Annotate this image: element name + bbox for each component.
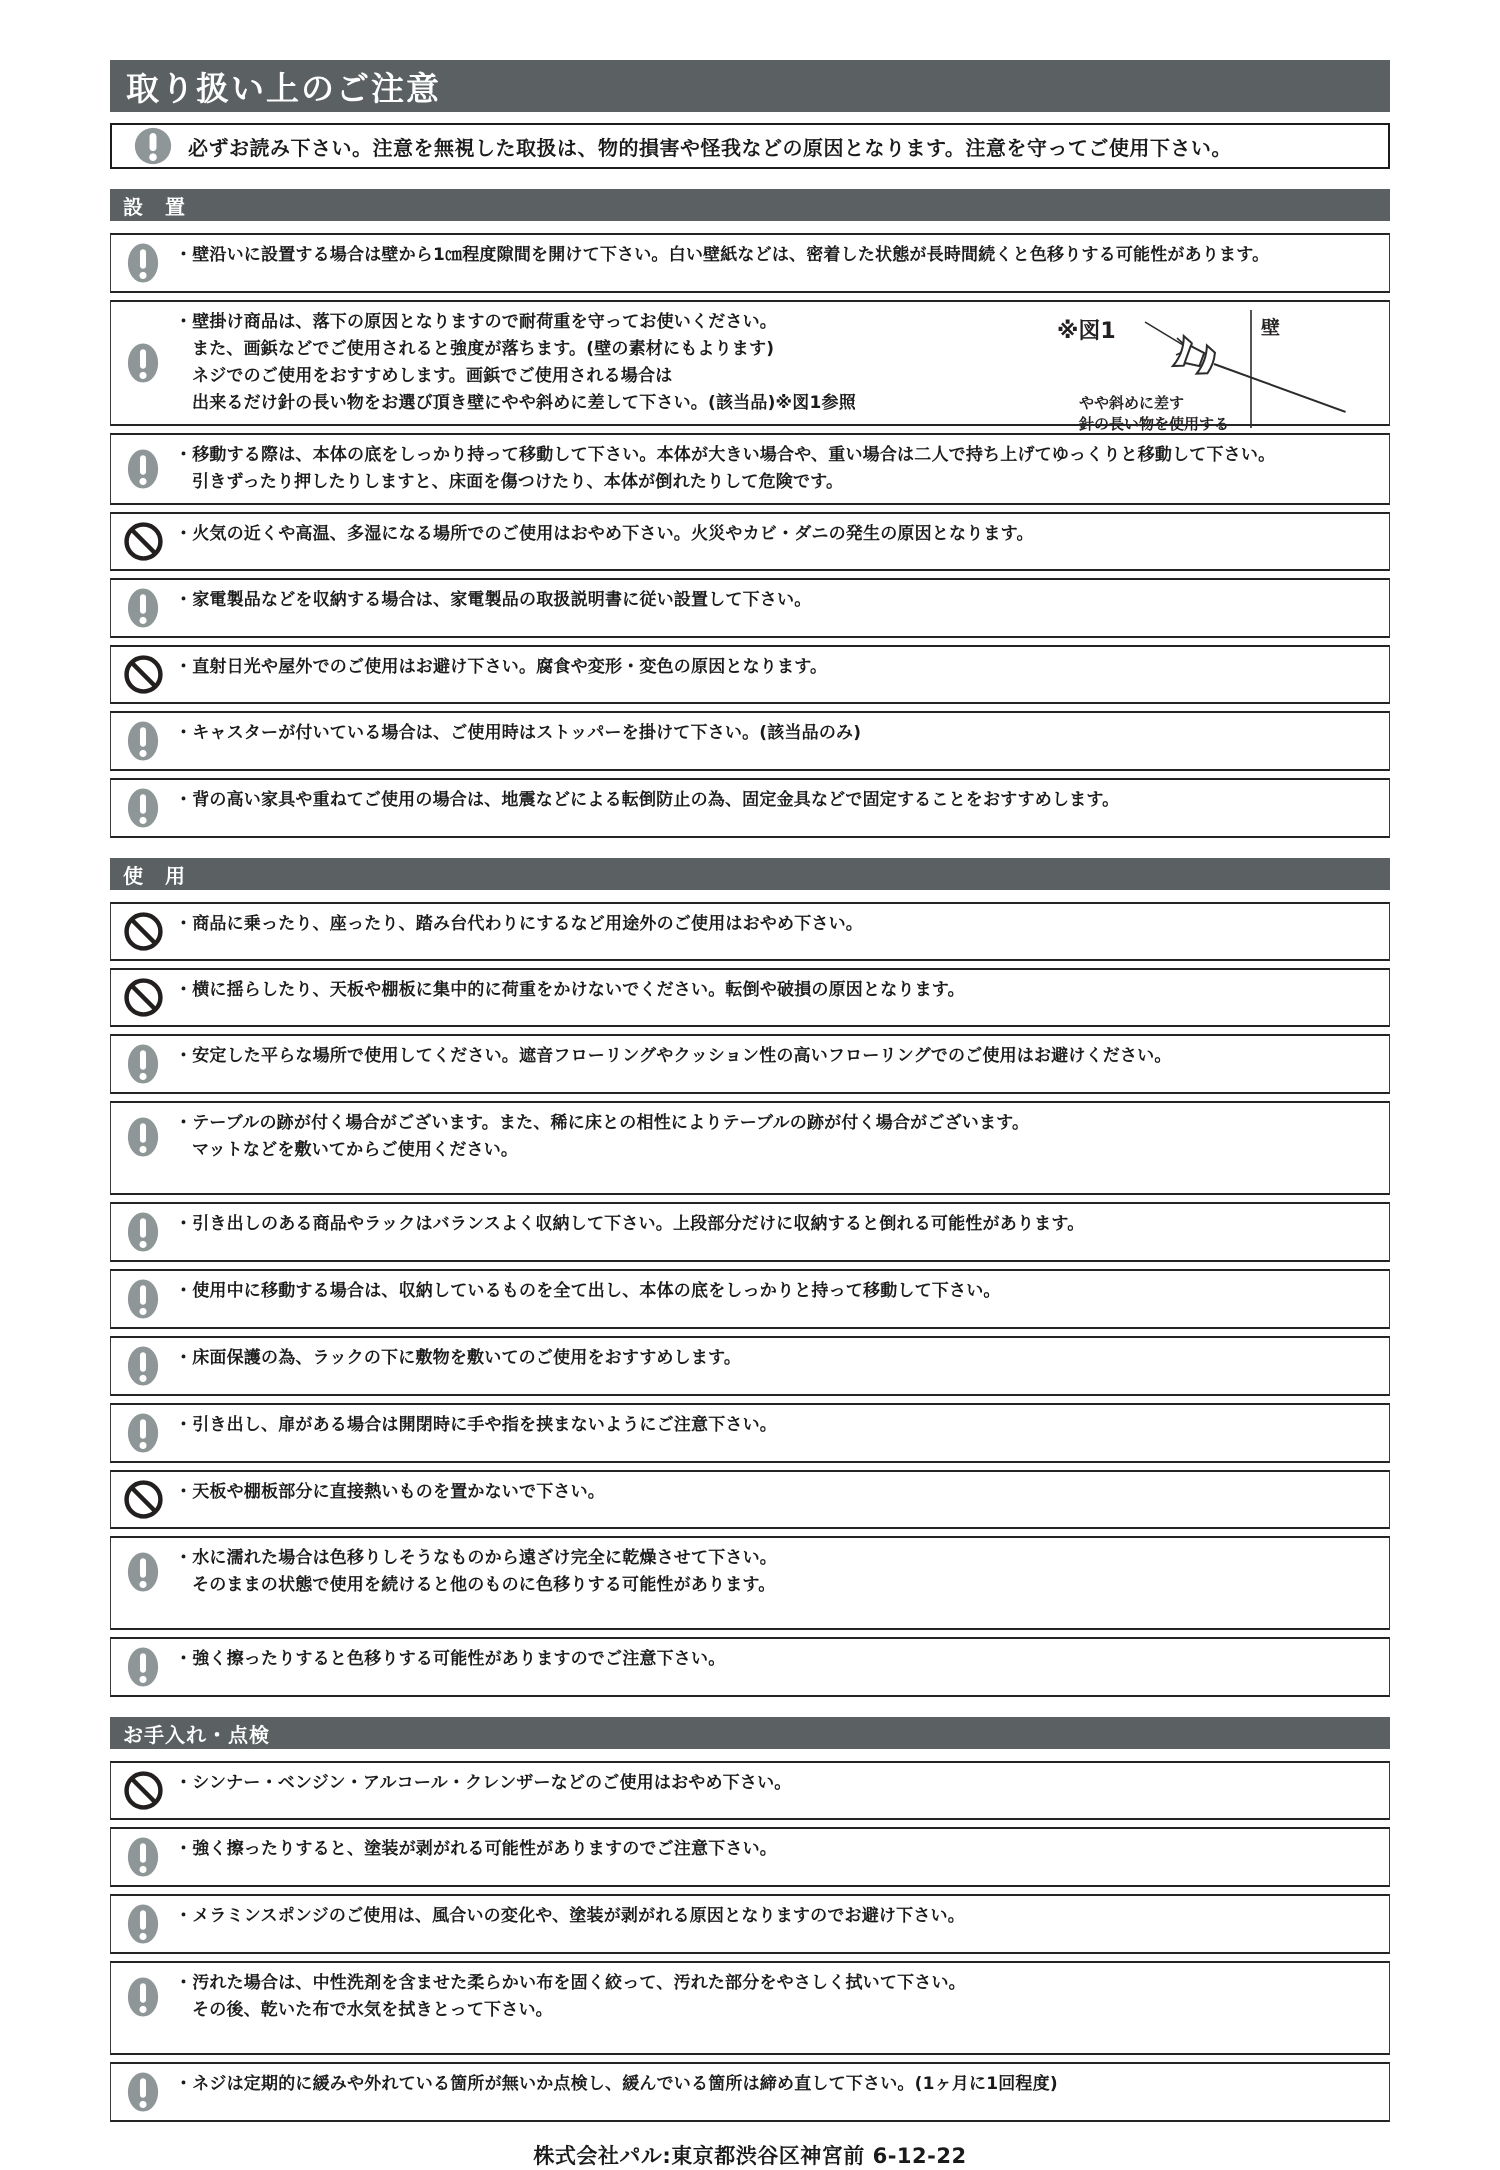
section-rows xyxy=(110,902,1390,1697)
warning-row xyxy=(110,512,1390,571)
row-text xyxy=(175,1278,1373,1305)
caution-icon-cell xyxy=(111,1211,175,1253)
row-text xyxy=(175,242,1373,269)
caution-icon-cell xyxy=(111,1412,175,1454)
prohibition-icon-cell xyxy=(111,977,175,1018)
warning-row xyxy=(110,1034,1390,1094)
row-text xyxy=(175,1043,1373,1070)
text-line: ・床面保護の為、ラックの下に敷物を敷いてのご使用をおすすめします。 xyxy=(175,1348,742,1368)
text-line: ・引き出しのある商品やラックはバランスよく収納して下さい。上段部分だけに収納すると倒れる可能性があります。 xyxy=(175,1214,1085,1234)
warning-row xyxy=(110,1403,1390,1463)
sections xyxy=(110,189,1390,2122)
caution-icon xyxy=(134,127,172,165)
warning-row xyxy=(110,968,1390,1027)
warning-row xyxy=(110,1536,1390,1630)
warning-row xyxy=(110,1336,1390,1396)
text-line: ・シンナー・ベンジン・アルコール・クレンザーなどのご使用はおやめ下さい。 xyxy=(175,1773,792,1793)
warning-row xyxy=(110,1269,1390,1329)
caution-icon xyxy=(127,1116,159,1158)
text-line: ・壁掛け商品は、落下の原因となりますので耐荷重を守ってお使いください。 xyxy=(175,312,777,332)
row-text xyxy=(175,1836,1373,1863)
warning-row xyxy=(110,1894,1390,1954)
text-line: ・テーブルの跡が付く場合がございます。また、稀に床との相性によりテーブルの跡が付く場合がございます。 xyxy=(175,1113,1030,1133)
text-line: ・移動する際は、本体の底をしっかり持って移動して下さい。本体が大きい場合や、重い場合は二人で持ち上げてゆっくりと移動して下さい。 xyxy=(175,445,1276,465)
text-line: ・キャスターが付いている場合は、ご使用時はストッパーを掛けて下さい。(該当品のみ) xyxy=(175,723,862,743)
warning-row xyxy=(110,233,1390,293)
caution-icon xyxy=(127,1412,159,1454)
caution-icon-cell xyxy=(111,1043,175,1085)
text-line: ・水に濡れた場合は色移りしそうなものから遠ざけ完全に乾燥させて下さい。 xyxy=(175,1548,777,1568)
text-line: ・安定した平らな場所で使用してください。遮音フローリングやクッション性の高いフローリングでのご使用はお避けください。 xyxy=(175,1046,1172,1066)
caution-icon xyxy=(127,1551,159,1593)
row-text xyxy=(175,587,1373,614)
caution-icon-cell xyxy=(111,1646,175,1688)
text-line: 出来るだけ針の長い物をお選び頂き壁にやや斜めに差して下さい。(該当品)※図1参照 xyxy=(192,393,856,413)
row-text xyxy=(175,1903,1373,1930)
caution-icon xyxy=(127,242,159,284)
caution-icon xyxy=(127,587,159,629)
notice-text: 必ずお読み下さい。注意を無視した取扱は、物的損害や怪我などの原因となります。注意を守ってご使用下さい。 xyxy=(188,135,1232,160)
section-header-1 xyxy=(110,858,1390,890)
wall-label: 壁 xyxy=(1261,317,1281,339)
text-line: ・強く擦ったりすると、塗装が剥がれる可能性がありますのでご注意下さい。 xyxy=(175,1839,777,1859)
caution-icon-cell xyxy=(111,787,175,829)
figure-pushpin xyxy=(1051,304,1381,432)
footer-address: 株式会社パル:東京都渋谷区神宮前 6-12-22 xyxy=(533,2144,967,2168)
warning-row xyxy=(110,778,1390,838)
text-line: その後、乾いた布で水気を拭きとって下さい。 xyxy=(192,2000,553,2020)
warning-row xyxy=(110,1827,1390,1887)
caution-icon-cell xyxy=(111,242,175,284)
caution-icon-cell xyxy=(111,1116,175,1158)
page-title: 取り扱い上のご注意 xyxy=(126,68,441,108)
notice-box xyxy=(110,123,1390,169)
row-text xyxy=(175,787,1373,814)
pushpin xyxy=(1173,336,1351,427)
row-text xyxy=(175,2071,1373,2098)
caution-icon xyxy=(127,448,159,490)
row-text xyxy=(175,1770,1373,1797)
row-text xyxy=(175,720,1373,747)
section-header-0 xyxy=(110,189,1390,221)
text-line: ・メラミンスポンジのご使用は、風合いの変化や、塗装が剥がれる原因となりますのでお避け下さい。 xyxy=(175,1906,965,1926)
text-line: ・家電製品などを収納する場合は、家電製品の取扱説明書に従い設置して下さい。 xyxy=(175,590,812,610)
row-text xyxy=(175,1211,1373,1238)
caution-icon xyxy=(127,787,159,829)
caution-icon xyxy=(127,1903,159,1945)
text-line: ・火気の近くや高温、多湿になる場所でのご使用はおやめ下さい。火災やカビ・ダニの発生の原因となります。 xyxy=(175,524,1034,544)
warning-row xyxy=(110,2062,1390,2122)
text-line: 引きずったり押したりしますと、床面を傷つけたり、本体が倒れたりして危険です。 xyxy=(192,472,844,492)
prohibition-icon-cell xyxy=(111,911,175,952)
caution-icon xyxy=(127,1278,159,1320)
caution-icon-cell xyxy=(111,1345,175,1387)
prohibition-icon xyxy=(123,521,164,562)
text-line: ・商品に乗ったり、座ったり、踏み台代わりにするなど用途外のご使用はおやめ下さい。 xyxy=(175,914,863,934)
figure-note-1: やや斜めに差す xyxy=(1079,394,1185,412)
section-rows xyxy=(110,1761,1390,2122)
text-line: ・壁沿いに設置する場合は壁から1㎝程度隙間を開けて下さい。白い壁紙などは、密着した状態が長時間続くと色移りする可能性があります。 xyxy=(175,245,1270,265)
caution-icon-cell xyxy=(111,587,175,629)
caution-icon-cell xyxy=(111,1903,175,1945)
figure-note-2: 針の長い物を使用する xyxy=(1079,415,1230,432)
warning-row xyxy=(110,1637,1390,1697)
caution-icon xyxy=(127,1976,159,2018)
caution-icon-cell xyxy=(111,720,175,762)
row-text xyxy=(175,911,1373,938)
row-text xyxy=(175,442,1373,496)
warning-row xyxy=(110,1961,1390,2055)
section-title: 使 用 xyxy=(123,863,186,888)
prohibition-icon-cell xyxy=(111,521,175,562)
text-line: ・天板や棚板部分に直接熱いものを置かないで下さい。 xyxy=(175,1482,605,1502)
caution-icon-cell xyxy=(111,1551,175,1593)
caution-icon xyxy=(127,720,159,762)
row-text xyxy=(175,1970,1373,2024)
text-line: ・ネジは定期的に緩みや外れている箇所が無いか点検し、緩んでいる箇所は締め直して下さい。(1ヶ月に1回程度) xyxy=(175,2074,1058,2094)
warning-row xyxy=(110,433,1390,505)
prohibition-icon-cell xyxy=(111,1770,175,1811)
caution-icon-cell xyxy=(111,2071,175,2113)
text-line: ネジでのご使用をおすすめします。画鋲でご使用される場合は xyxy=(192,366,673,386)
text-line: ・直射日光や屋外でのご使用はお避け下さい。腐食や変形・変色の原因となります。 xyxy=(175,657,828,677)
warning-row xyxy=(110,711,1390,771)
warning-row xyxy=(110,1202,1390,1262)
row-text xyxy=(175,1479,1373,1506)
row-text xyxy=(175,1412,1373,1439)
text-line: ・引き出し、扉がある場合は開閉時に手や指を挟まないようにご注意下さい。 xyxy=(175,1415,777,1435)
warning-row xyxy=(110,578,1390,638)
row-text xyxy=(175,1110,1373,1164)
prohibition-icon-cell xyxy=(111,654,175,695)
row-text xyxy=(175,654,1373,681)
caution-icon xyxy=(127,1211,159,1253)
caution-icon-cell xyxy=(111,1278,175,1320)
caution-icon-cell xyxy=(111,1976,175,2018)
prohibition-icon xyxy=(123,1479,164,1520)
warning-row xyxy=(110,1470,1390,1529)
caution-icon xyxy=(127,1043,159,1085)
caution-icon xyxy=(127,342,159,384)
handling-precautions-document xyxy=(110,60,1390,2170)
row-text xyxy=(175,977,1373,1004)
row-text xyxy=(175,1345,1373,1372)
caution-icon xyxy=(127,1345,159,1387)
warning-row xyxy=(110,645,1390,704)
figure-label: ※図1 xyxy=(1057,319,1116,344)
caution-icon xyxy=(127,1836,159,1878)
prohibition-icon-cell xyxy=(111,1479,175,1520)
warning-row xyxy=(110,300,1390,432)
section-rows xyxy=(110,233,1390,838)
prohibition-icon xyxy=(123,977,164,1018)
caution-icon xyxy=(127,1646,159,1688)
text-line: ・背の高い家具や重ねてご使用の場合は、地震などによる転倒防止の為、固定金具などで固定することをおすすめします。 xyxy=(175,790,1120,810)
text-line: マットなどを敷いてからご使用ください。 xyxy=(192,1140,519,1160)
row-text xyxy=(175,1545,1373,1599)
prohibition-icon xyxy=(123,654,164,695)
text-line: ・使用中に移動する場合は、収納しているものを全て出し、本体の底をしっかりと持って移動して下さい。 xyxy=(175,1281,1001,1301)
row-text xyxy=(175,521,1373,548)
warning-row xyxy=(110,1761,1390,1820)
caution-icon-cell xyxy=(111,342,175,384)
section-title: 設 置 xyxy=(123,194,186,219)
text-line: ・横に揺らしたり、天板や棚板に集中的に荷重をかけないでください。転倒や破損の原因となります。 xyxy=(175,980,965,1000)
page-title-bar xyxy=(110,60,1390,112)
warning-row xyxy=(110,1101,1390,1195)
text-line: そのままの状態で使用を続けると他のものに色移りする可能性があります。 xyxy=(192,1575,776,1595)
prohibition-icon xyxy=(123,1770,164,1811)
row-text xyxy=(175,1646,1373,1673)
caution-icon xyxy=(127,2071,159,2113)
text-line: ・汚れた場合は、中性洗剤を含ませた柔らかい布を固く絞って、汚れた部分をやさしく拭いて下さい。 xyxy=(175,1973,966,1993)
prohibition-icon xyxy=(123,911,164,952)
caution-icon-cell xyxy=(111,1836,175,1878)
text-line: ・強く擦ったりすると色移りする可能性がありますのでご注意下さい。 xyxy=(175,1649,726,1669)
section-title: お手入れ・点検 xyxy=(123,1722,270,1747)
warning-row xyxy=(110,902,1390,961)
text-line: また、画鋲などでご使用されると強度が落ちます。(壁の素材にもよります) xyxy=(192,339,775,359)
caution-icon-cell xyxy=(111,448,175,490)
section-header-2 xyxy=(110,1717,1390,1749)
